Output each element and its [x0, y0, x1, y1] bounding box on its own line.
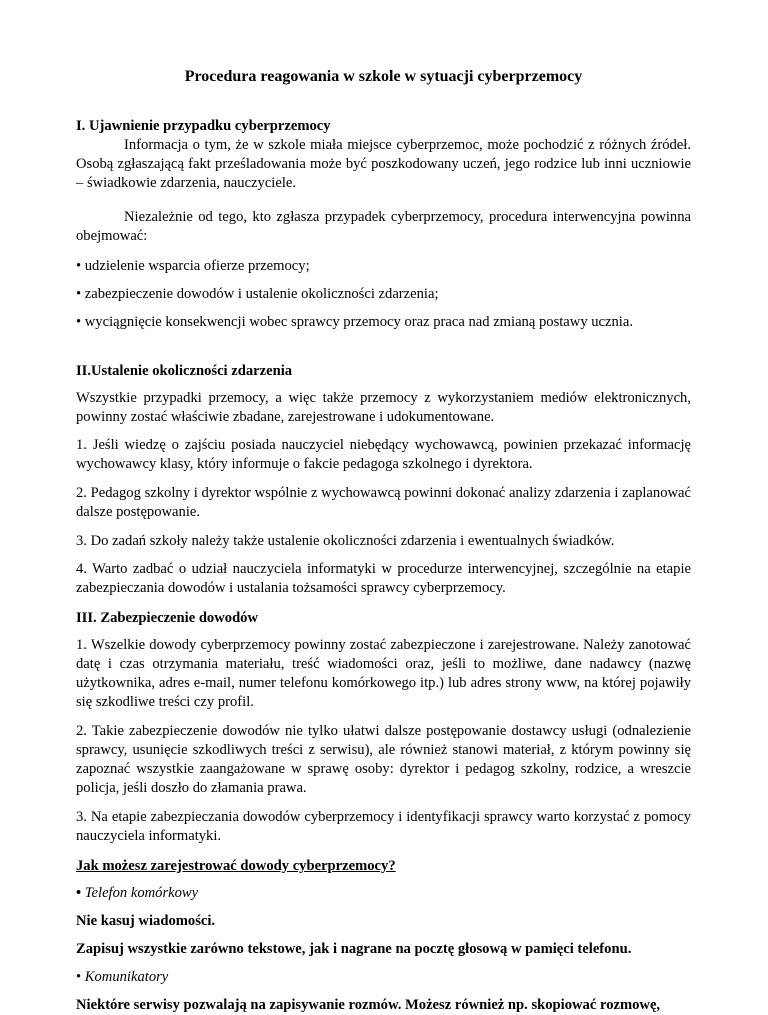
- section-1-heading: I. Ujawnienie przypadku cyberprzemocy: [76, 118, 331, 134]
- s4-phone-line-2: Zapisuj wszystkie zarówno tekstowe, jak i nagrane na pocztę głosową w pamięci telefonu.: [76, 941, 632, 957]
- s4-messengers-line-1: Niektóre serwisy pozwalają na zapisywanie rozmów. Możesz również np. skopiować rozmowę,: [76, 997, 661, 1013]
- s4-messengers-label: Komunikatory: [84, 969, 169, 985]
- bullet-dot: •: [76, 969, 85, 985]
- section-3-heading: III. Zabezpieczenie dowodów: [76, 610, 259, 626]
- s1-bullet-2: • zabezpieczenie dowodów i ustalenie okoliczności zdarzenia;: [76, 286, 439, 302]
- section-2-heading: II.Ustalenie okoliczności zdarzenia: [76, 363, 293, 379]
- s2-item-3: 3. Do zadań szkoły należy także ustalenie okoliczności zdarzenia i ewentualnych świadków.: [76, 533, 615, 549]
- s3-item-1: 1. Wszelkie dowody cyberprzemocy powinny zostać zabezpieczone i zarejestrowane. Należy zanotować datę i czas otrzymania materiału, treść wiadomości oraz, jeśli to możliwe, dane nadawcy (nazwę użytkownika, adres e-mail, numer telefonu komórkowego itp.) lub adres strony www, na której pojawiły się szkodliwe treści czy profil.: [76, 637, 691, 710]
- s1-paragraph-1: Informacja o tym, że w szkole miała miejsce cyberprzemoc, może pochodzić z różnych źródeł. Osobą zgłaszającą fakt prześladowania może być poszkodowany uczeń, jego rodzice lub inni uczniowie – świadkowie zdarzenia, nauczyciele.: [76, 137, 691, 191]
- s4-bullet-messengers: [76, 968, 691, 987]
- s2-paragraph-0: Wszystkie przypadki przemocy, a więc także przemocy z wykorzystaniem mediów elektronicznych, powinny zostać właściwie zbadane, zarejestrowane i udokumentowane.: [76, 390, 691, 425]
- s1-paragraph-2: Niezależnie od tego, kto zgłasza przypadek cyberprzemocy, procedura interwencyjna powinna obejmować:: [76, 209, 691, 244]
- bullet-dot: •: [76, 885, 85, 901]
- document-title: Procedura reagowania w szkole w sytuacji cyberprzemocy: [184, 68, 583, 85]
- s4-phone-label: Telefon komórkowy: [84, 885, 199, 901]
- s2-item-4: 4. Warto zadbać o udział nauczyciela informatyki w procedurze interwencyjnej, szczególnie na etapie zabezpieczania dowodów i ustalania tożsamości sprawcy cyberprzemocy.: [76, 561, 691, 596]
- s3-item-2: 2. Takie zabezpieczenie dowodów nie tylko ułatwi dalsze postępowanie dostawcy usługi (odnalezienie sprawcy, usunięcie szkodliwych treści z serwisu), ale również stanowi materiał, z którym powinny się zapoznać wszystkie zaangażowane w sprawę osoby: dyrektor i pedagog szkolny, rodzice, a wreszcie policja, jeśli doszło do złamania prawa.: [76, 723, 691, 796]
- s4-phone-line-1: Nie kasuj wiadomości.: [76, 913, 216, 929]
- s3-item-3: 3. Na etapie zabezpieczania dowodów cyberprzemocy i identyfikacji sprawcy warto korzystać z pomocy nauczyciela informatyki.: [76, 809, 691, 844]
- s4-bullet-phone: [76, 884, 691, 903]
- s1-bullet-3: • wyciągnięcie konsekwencji wobec sprawcy przemocy oraz praca nad zmianą postawy ucznia.: [76, 314, 633, 330]
- s2-item-1: 1. Jeśli wiedzę o zajściu posiada nauczyciel niebędący wychowawcą, powinien przekazać informację wychowawcy klasy, który informuje o fakcie pedagoga szkolnego i dyrektora.: [76, 437, 691, 472]
- s2-item-2: 2. Pedagog szkolny i dyrektor wspólnie z wychowawcą powinni dokonać analizy zdarzenia i zaplanować dalsze postępowanie.: [76, 485, 691, 520]
- s1-bullet-1: • udzielenie wsparcia ofierze przemocy;: [76, 258, 310, 274]
- section-4-heading: Jak możesz zarejestrować dowody cyberprzemocy?: [76, 858, 396, 874]
